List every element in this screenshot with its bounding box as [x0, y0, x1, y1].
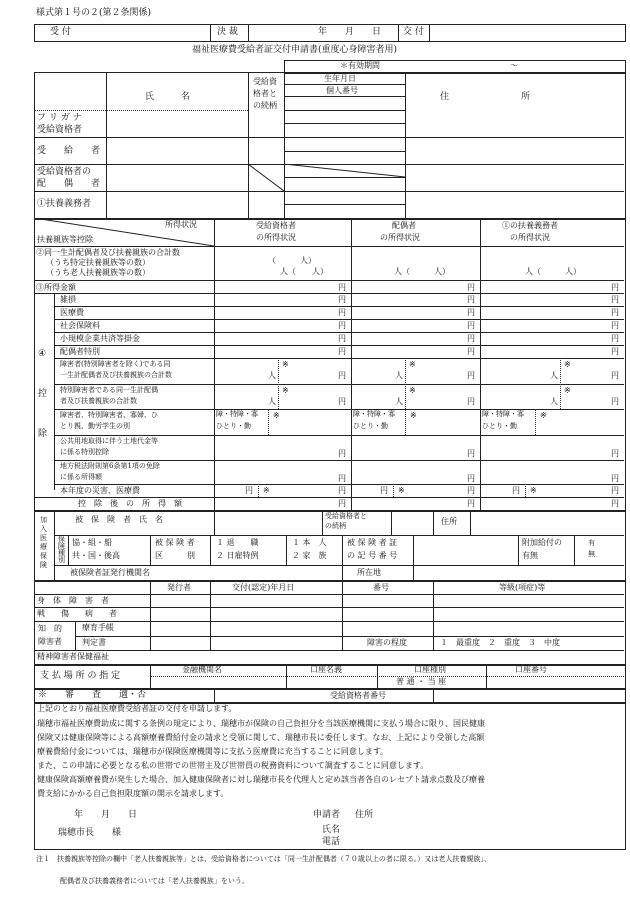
- dis-h-grade: 等級(項症)等: [499, 583, 546, 592]
- yen-mark: 円: [611, 371, 619, 380]
- c-sup-2: ひとり・勤: [482, 422, 517, 430]
- yen-mark: 円: [338, 449, 346, 458]
- yen-mark: 円: [611, 499, 619, 508]
- col-spouse-2: の所得状況: [380, 233, 420, 242]
- row2-supporter: 人（ 人）: [525, 267, 581, 276]
- decl-5: 健康保険高額療養費が発生した場合、加入健康保険者に対し瑞穂市長を代理人と定め該当者各自のレセプト請求点数及び療養: [37, 775, 485, 784]
- relation-col-header-2: 格者と: [253, 89, 277, 98]
- yen-mark: 円: [338, 347, 346, 356]
- koujo-d-1: 公共用地取得に伴う土地代金等: [60, 437, 158, 445]
- koujo-c-2: とり親、勤労学生の別: [60, 422, 130, 430]
- koujo-d-2: に係る特別控除: [60, 448, 109, 456]
- person-count-mark: 人: [395, 397, 403, 406]
- note-star-mark: ※: [263, 486, 270, 495]
- ins-fuka-2: 有無: [522, 551, 538, 560]
- ins-shou-2: の 記 号 番 号: [347, 551, 398, 560]
- spouse-relation-slash: [248, 164, 284, 191]
- ins-type-2: 共・国・後高: [72, 551, 120, 560]
- yen-mark: 円: [338, 397, 346, 406]
- address-col-header: 住 所: [440, 92, 531, 102]
- yen-mark: 円: [467, 347, 475, 356]
- col-supporter-2: の所得状況: [510, 233, 550, 242]
- page-title: 福祉医療費受給者証交付申請書(重度心身障害者用): [192, 45, 398, 55]
- header-date: 年 月 日: [318, 27, 382, 37]
- note-star-mark: ※: [282, 360, 289, 369]
- col-recipient-2: の所得状況: [256, 233, 296, 242]
- ins-class-opt-2: ２ 日雇特例: [216, 551, 259, 560]
- decl-1: 瑞穂市福祉医療費助成に関する条例の規定により、瑞穂市が保険の自己負担分を当該医療機関に支払う場合に限り、国民健康: [37, 719, 485, 728]
- koujo-a-1: 障害者(特別障害者を除く)である同: [60, 360, 171, 368]
- row2-recipient-special: （ 人）: [268, 256, 316, 265]
- ins-class-2: 区 別: [155, 551, 195, 560]
- income-diag-bottom: 扶養親族等控除: [37, 235, 93, 244]
- row2-line2: （うち特定扶養親族等の数）: [46, 258, 150, 267]
- yen-mark: 円: [338, 283, 346, 292]
- yen-mark: 円: [512, 486, 520, 495]
- ins-relation-2: の続柄: [325, 522, 346, 530]
- pay-holder: 口座名義: [310, 665, 342, 674]
- yen-mark: 円: [467, 295, 475, 304]
- yen-mark: 円: [338, 308, 346, 317]
- after-deduction: 控 除 後 の 所 得 額: [78, 499, 182, 508]
- dis-h-number: 番号: [373, 583, 389, 592]
- koujo-char2: 除: [38, 429, 48, 439]
- koujo-a-2: 一生計配偶者及び扶養親族の合計数: [60, 371, 172, 379]
- row2-line3: （うち老人扶養親族等の数）: [46, 268, 150, 277]
- person-count-mark: 人: [550, 397, 558, 406]
- yen-mark: 円: [611, 347, 619, 356]
- decl-4: また、この申請に必要となる私の世帯での世帯主及び世帯員の税務資料について調査することに同意します。: [37, 761, 429, 770]
- ins-honke-2: ２ 家 族: [292, 551, 327, 560]
- validity-range: ～: [510, 61, 518, 70]
- sign-applicant: 申請者: [313, 810, 341, 820]
- ins-umu-1: 有: [588, 539, 595, 547]
- spouse-myno-slash: [284, 164, 405, 191]
- dis-teido-label: 障害の程度: [367, 638, 407, 647]
- shubetsu-side: 保険種別: [58, 535, 65, 564]
- koujo-e-1: 地方税法附則第6条第1項の免除: [60, 462, 160, 470]
- yen-mark: 円: [467, 397, 475, 406]
- yen-mark: 円: [467, 499, 475, 508]
- dis-ryoiku-1: 療育手帳: [82, 623, 114, 632]
- uketsuke-label: 受 付: [50, 27, 71, 37]
- yen-mark: 円: [611, 283, 619, 292]
- income-diag-top: 所得状況: [165, 220, 197, 229]
- pay-type: 口座種別: [414, 665, 446, 674]
- spouse-label-2: 配 偶 者: [37, 179, 101, 189]
- decl-6: 費支給にかかる自己負担限度額の開示を請求します。: [37, 789, 229, 798]
- yen-mark: 円: [338, 474, 346, 483]
- col-recipient-1: 受給資格者: [256, 221, 296, 230]
- yen-mark: 円: [611, 397, 619, 406]
- c-sp-2: ひとり・勤: [353, 422, 388, 430]
- hihokensha-label: 被 保 険 者 氏 名: [75, 515, 163, 524]
- dis-seishin: 精神障害者保健福祉: [37, 652, 109, 661]
- c-rec-1: 障・特障・寡: [216, 410, 258, 418]
- yen-mark: 円: [611, 295, 619, 304]
- dis-ryoiku-2: 判定書: [82, 638, 106, 647]
- note-star-mark: ※: [410, 411, 417, 420]
- note-star-mark: ※: [398, 486, 405, 495]
- ins-kikan: 被保険者証発行機関名: [70, 568, 150, 577]
- koujo-shokibo: 小規模企業共済等掛金: [60, 334, 140, 343]
- person-count-mark: 人: [550, 371, 558, 380]
- yen-mark: 円: [467, 334, 475, 343]
- supporter-label: ①扶養義務者: [37, 199, 92, 209]
- yen-mark: 円: [338, 486, 346, 495]
- yen-mark: 円: [338, 499, 346, 508]
- ins-relation-1: 受給資格者と: [325, 512, 367, 520]
- yen-mark: 円: [467, 308, 475, 317]
- note-2: 配偶者及び扶養義務者については「老人扶養親族」をいう。: [60, 877, 249, 885]
- dis-row-shintai: 身 体 障 害 者: [37, 596, 109, 605]
- person-count-mark: 人: [395, 371, 403, 380]
- sign-mayor: 瑞穂市長 様: [58, 828, 122, 838]
- ins-honke-1: １ 本 人: [292, 538, 327, 547]
- col-supporter-1: ①の扶養義務者: [502, 221, 558, 230]
- koujo-shakai: 社会保険料: [60, 321, 100, 330]
- yen-mark: 円: [245, 486, 253, 495]
- ins-fuka-1: 附加給付の: [522, 538, 562, 547]
- koufu-label: 交 付: [403, 27, 424, 37]
- validity-label: ＊有効期間: [340, 61, 380, 70]
- c-sp-1: 障・特障・寡: [353, 410, 395, 418]
- note-star-mark: ※: [409, 386, 416, 395]
- dis-teido: １ 最重度 ２ 重度 ３ 中度: [440, 638, 560, 647]
- review-number-label: 受給資格者番号: [330, 691, 386, 700]
- dis-chiteki-2: 障害者: [38, 637, 62, 646]
- c-sup-1: 障・特障・寡: [482, 410, 524, 418]
- furigana-label: フ リ ガ ナ: [37, 113, 82, 123]
- koujo-c-1: 障害者、特別障害者、寡婦、ひ: [60, 411, 158, 419]
- insurance-side: 加入医療保険: [40, 516, 47, 569]
- ins-umu-2: 無: [588, 550, 595, 558]
- review-label: ※ 審 査 適・否: [38, 690, 147, 700]
- yen-mark: 円: [611, 308, 619, 317]
- dis-h-issuer: 発行者: [167, 583, 191, 592]
- col-spouse-1: 配偶者: [392, 221, 416, 230]
- ins-address-label: 住所: [441, 517, 457, 526]
- row2-spouse: 人（ 人）: [394, 267, 450, 276]
- ins-type-1: 協・組・船: [72, 538, 112, 547]
- yen-mark: 円: [611, 334, 619, 343]
- c-rec-2: ひとり・勤: [216, 422, 251, 430]
- yen-mark: 円: [338, 371, 346, 380]
- yen-mark: 円: [467, 486, 475, 495]
- row2-line1: ②同一生計配偶者及び扶養親族の合計数: [36, 248, 180, 257]
- spouse-label-1: 受給資格者の: [37, 167, 92, 177]
- yen-mark: 円: [611, 486, 619, 495]
- row3-income: ③所得金額: [36, 283, 76, 292]
- myno-header: 個人番号: [326, 86, 358, 95]
- yen-mark: 円: [380, 486, 388, 495]
- koujo-zasson: 雑損: [60, 295, 76, 304]
- pay-type-options: 普 通 ・ 当 座: [396, 677, 447, 686]
- yen-mark: 円: [611, 474, 619, 483]
- pay-bank: 金融機関名: [182, 665, 222, 674]
- yen-mark: 円: [467, 283, 475, 292]
- yen-mark: 円: [467, 371, 475, 380]
- note-star-mark: ※: [564, 386, 571, 395]
- koujo-char1: 控: [38, 389, 48, 399]
- sign-phone: 電話: [322, 837, 341, 847]
- dob-header: 生年月日: [324, 74, 356, 83]
- note-star-mark: ※: [564, 360, 571, 369]
- ins-shozaichi: 所在地: [357, 568, 381, 577]
- koujo-num: ④: [38, 349, 47, 359]
- yen-mark: 円: [467, 321, 475, 330]
- person-count-mark: 人: [268, 397, 276, 406]
- note-star-mark: ※: [540, 411, 547, 420]
- yen-mark: 円: [338, 295, 346, 304]
- sign-name: 氏名: [322, 825, 341, 835]
- disability-table: [34, 580, 626, 666]
- note-1: 注１ 扶養親族等控除の欄中「老人扶養親族等」とは、受給資格者については「同一生計配偶者（７０歳以上の者に限る。）又は老人扶養親族」、: [36, 855, 491, 863]
- note-star-mark: ※: [530, 486, 537, 495]
- yen-mark: 円: [467, 474, 475, 483]
- note-star-mark: ※: [273, 411, 280, 420]
- dis-row-senshou: 戦 傷 病 者: [37, 609, 117, 618]
- koujo-b-1: 特別障害者である同一生計配偶: [60, 386, 158, 394]
- decl-0: 上記のとおり福祉医療費受給者証の交付を申請します。: [37, 704, 237, 713]
- sign-date: 年 月 日: [74, 810, 138, 820]
- dis-chiteki-1: 知 的: [38, 624, 62, 633]
- dis-h-date: 交付(認定)年月日: [232, 583, 295, 592]
- person-count-mark: 人: [268, 371, 276, 380]
- payment-label: 支 払 場 所 の 指 定: [40, 671, 121, 681]
- form-code: 様式第１号の２(第２条関係): [36, 8, 152, 18]
- koujo-e-2: に係る所得額: [60, 473, 102, 481]
- koujo-b-2: 者及び扶養親族の合計数: [60, 397, 137, 405]
- name-col-header: 氏 名: [145, 92, 191, 102]
- yen-mark: 円: [611, 449, 619, 458]
- note-star-mark: ※: [282, 386, 289, 395]
- koujo-haigusha: 配偶者特別: [60, 347, 100, 356]
- relation-col-header-1: 受給資: [253, 77, 277, 86]
- koujo-f: 本年度の災害、医療費: [60, 486, 140, 495]
- ins-class-1: 被 保 険 者: [155, 538, 195, 547]
- yen-mark: 円: [338, 334, 346, 343]
- row2-recipient: 人（ 人）: [280, 267, 328, 276]
- decl-3: 療養費給付金については、瑞穂市が保険医療機関等に支払う医療費に充当することに同意します。: [37, 747, 389, 756]
- yen-mark: 円: [611, 321, 619, 330]
- yen-mark: 円: [338, 321, 346, 330]
- koujo-iryohi: 医療費: [60, 308, 84, 317]
- yen-mark: 円: [467, 449, 475, 458]
- kessai-label: 決 裁: [217, 27, 238, 37]
- recipient-label: 受 給 者: [37, 146, 101, 156]
- ins-shou-1: 被 保 険 者 証: [347, 538, 398, 547]
- applicant-label: 受給資格者: [37, 125, 83, 135]
- relation-col-header-3: の続柄: [253, 101, 277, 110]
- pay-number: 口座番号: [515, 665, 547, 674]
- sign-address: 住所: [355, 810, 374, 820]
- decl-2: 保険又は健康保険等による高額療養費給付金の請求と受領に関して、瑞穂市長に委任します。なお、上記により受領した高額: [37, 733, 485, 742]
- note-star-mark: ※: [409, 360, 416, 369]
- ins-class-opt-1: １ 退 職: [216, 538, 259, 547]
